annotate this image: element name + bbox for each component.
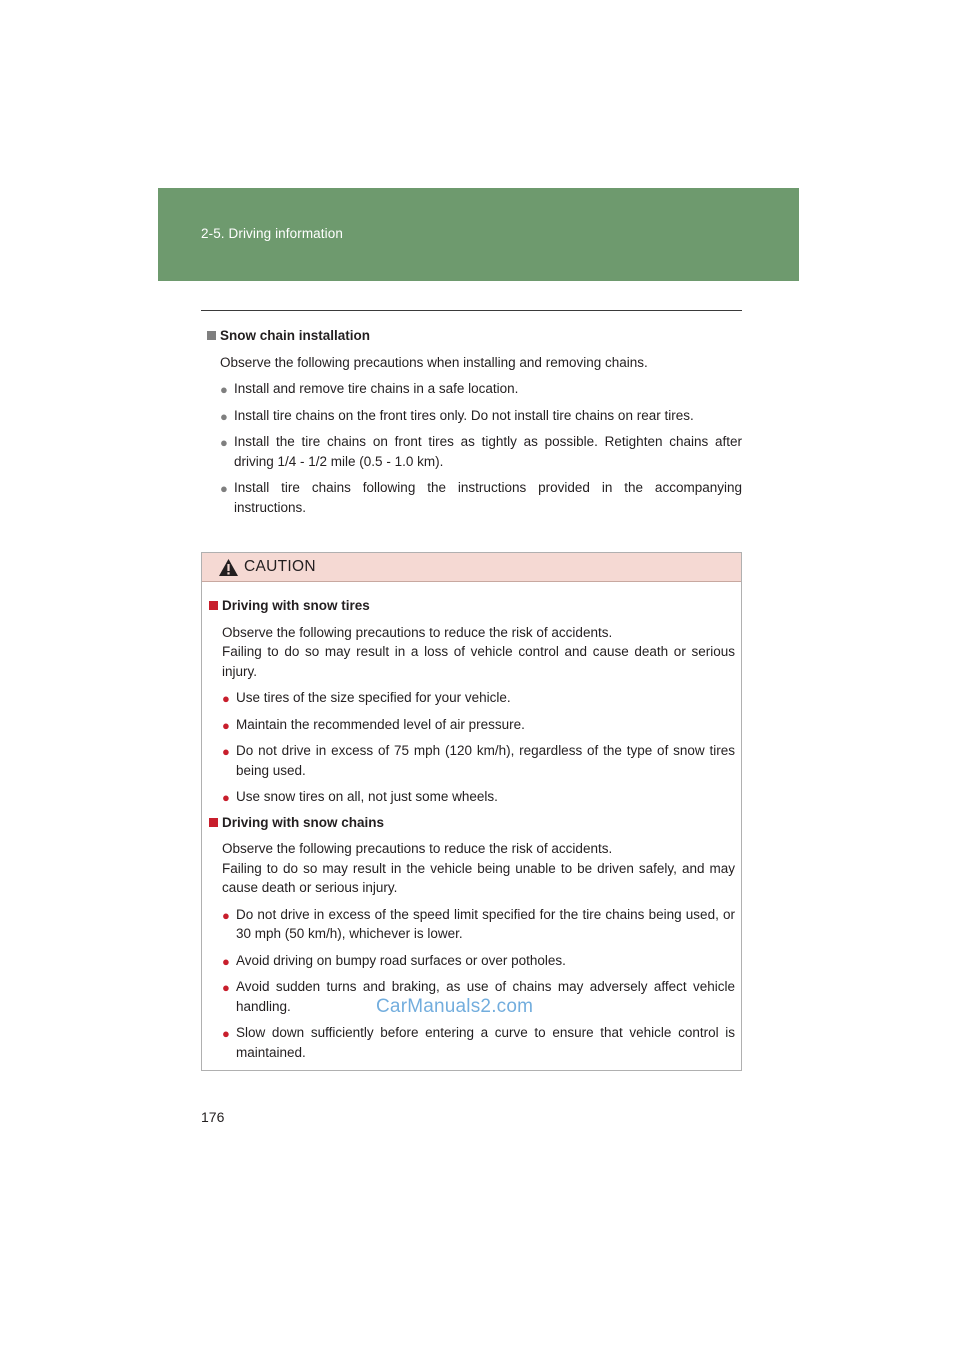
list-item bbox=[222, 741, 735, 780]
round-bullet-icon: ● bbox=[222, 907, 230, 923]
round-bullet-icon: ● bbox=[220, 382, 228, 397]
snow-chain-section bbox=[201, 326, 742, 517]
heading-text: Driving with snow tires bbox=[222, 598, 370, 613]
round-bullet-icon: ● bbox=[222, 691, 230, 706]
caution-section-snow-tires bbox=[208, 596, 735, 807]
caution-section-snow-chains bbox=[208, 813, 735, 1063]
caution-intro-line: Failing to do so may result in the vehicle being unable to be driven safely, and may cause death or serious injury. bbox=[222, 860, 735, 895]
list-item-text: Avoid driving on bumpy road surfaces or over potholes. bbox=[236, 952, 566, 968]
list-item bbox=[220, 379, 742, 399]
warning-triangle-icon bbox=[218, 558, 239, 577]
caution-heading bbox=[208, 813, 735, 833]
snow-chain-heading bbox=[201, 326, 742, 346]
list-item bbox=[222, 715, 735, 735]
list-item bbox=[222, 787, 735, 807]
list-item bbox=[220, 478, 742, 517]
list-item-text: Slow down sufficiently before entering a curve to ensure that vehicle control is maintained. bbox=[236, 1025, 735, 1060]
round-bullet-icon: ● bbox=[222, 744, 230, 759]
list-item-text: Install tire chains on the front tires only. Do not install tire chains on rear tires. bbox=[234, 407, 694, 423]
list-item bbox=[220, 432, 742, 471]
list-item-text: Do not drive in excess of 75 mph (120 km/h), regardless of the type of snow tires being used. bbox=[236, 743, 735, 778]
list-item-text: Install and remove tire chains in a safe location. bbox=[234, 381, 519, 396]
round-bullet-icon: ● bbox=[222, 980, 230, 995]
list-item bbox=[222, 905, 735, 944]
list-item-text: Use snow tires on all, not just some wheels. bbox=[236, 789, 498, 804]
round-bullet-icon: ● bbox=[222, 1026, 230, 1041]
list-item-text: Maintain the recommended level of air pressure. bbox=[236, 716, 525, 732]
caution-label: CAUTION bbox=[244, 558, 316, 575]
square-bullet-icon bbox=[209, 818, 218, 827]
list-item bbox=[220, 406, 742, 426]
round-bullet-icon: ● bbox=[220, 481, 228, 496]
section-title: 2-5. Driving information bbox=[201, 226, 343, 241]
list-item-text: Do not drive in excess of the speed limit specified for the tire chains being used, or 30 mph (50 km/h), whichever is lower. bbox=[236, 906, 735, 941]
caution-intro-line: Failing to do so may result in a loss of vehicle control and cause death or serious injury. bbox=[222, 644, 735, 679]
list-item-text: Install tire chains following the instructions provided in the accompanying instructions. bbox=[234, 480, 742, 515]
header-band bbox=[158, 188, 799, 281]
list-item bbox=[222, 1023, 735, 1062]
round-bullet-icon: ● bbox=[220, 435, 228, 450]
list-item-text: Avoid sudden turns and braking, as use of chains may adversely affect vehicle handling. bbox=[236, 979, 735, 1014]
heading-text: Driving with snow chains bbox=[222, 814, 385, 830]
caution-header bbox=[202, 553, 741, 582]
section-rule bbox=[201, 310, 742, 311]
heading-text: Snow chain installation bbox=[220, 328, 371, 343]
round-bullet-icon: ● bbox=[222, 790, 230, 805]
caution-heading bbox=[208, 596, 735, 616]
round-bullet-icon: ● bbox=[220, 408, 228, 424]
caution-intro-line: Observe the following precautions to reduce the risk of accidents. bbox=[222, 624, 613, 640]
watermark: CarManuals2.com bbox=[376, 996, 534, 1017]
caution-box bbox=[201, 552, 742, 1071]
snow-chain-intro: Observe the following precautions when installing and removing chains. bbox=[220, 354, 648, 370]
round-bullet-icon: ● bbox=[222, 953, 230, 969]
caution-body bbox=[208, 596, 735, 1062]
square-bullet-icon bbox=[207, 331, 216, 340]
caution-intro bbox=[222, 839, 735, 898]
list-item-text: Use tires of the size specified for your vehicle. bbox=[236, 690, 511, 705]
list-item bbox=[222, 951, 735, 971]
caution-intro-line: Observe the following precautions to reduce the risk of accidents. bbox=[222, 841, 613, 856]
list-item-text: Install the tire chains on front tires as tightly as possible. Retighten chains after driving 1/4 - 1/2 mile (0.5 - 1.0 km). bbox=[234, 434, 742, 469]
caution-intro bbox=[222, 623, 735, 682]
page-number: 176 bbox=[201, 1109, 225, 1125]
round-bullet-icon: ● bbox=[222, 717, 230, 733]
list-item bbox=[222, 688, 735, 708]
square-bullet-icon bbox=[209, 601, 218, 610]
